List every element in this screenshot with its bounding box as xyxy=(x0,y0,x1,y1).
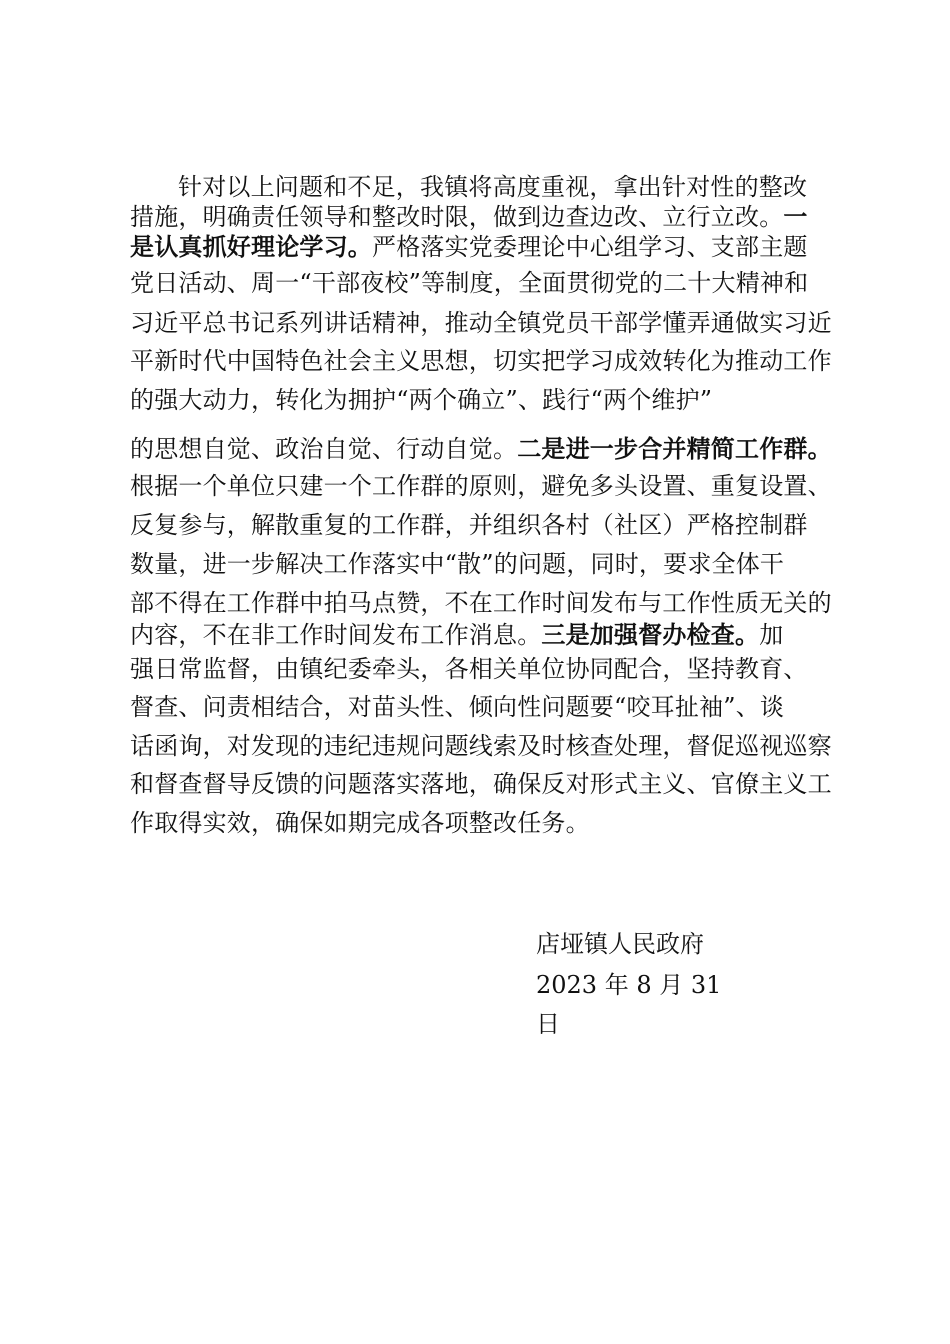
text-line xyxy=(130,232,808,262)
text-line: 作取得实效，确保如期完成各项整改任务。 xyxy=(130,809,590,837)
text-line: 平新时代中国特色社会主义思想，切实把学习成效转化为推动工作 xyxy=(130,347,832,375)
text-line xyxy=(130,434,832,464)
text-line: 部不得在工作群中拍马点赞，不在工作时间发布与工作性质无关的 xyxy=(130,589,832,617)
text-line: 和督查督导反馈的问题落实落地，确保反对形式主义、官僚主义工 xyxy=(130,770,832,798)
signature-date: 2023 年 8 月 31 xyxy=(536,971,722,999)
bold-heading-run: 三是加强督办检查。 xyxy=(541,621,760,649)
text-line: 数量，进一步解决工作落实中“散”的问题，同时，要求全体干 xyxy=(130,550,785,578)
text-line: 反复参与，解散重复的工作群，并组织各村（社区）严格控制群 xyxy=(130,511,808,539)
text-run: 措施，明确责任领导和整改时限，做到边查边改、立行立改。 xyxy=(130,203,784,231)
text-run: 的思想自觉、政治自觉、行动自觉。 xyxy=(130,435,518,463)
text-line: 强日常监督，由镇纪委牵头，各相关单位协同配合，坚持教育、 xyxy=(130,655,808,683)
text-line: 根据一个单位只建一个工作群的原则，避免多头设置、重复设置、 xyxy=(130,472,832,500)
text-run: 内容，不在非工作时间发布工作消息。 xyxy=(130,621,542,649)
text-line: 党日活动、周一“干部夜校”等制度，全面贯彻党的二十大精神和 xyxy=(130,269,809,297)
bold-heading-run: 是认真抓好理论学习。 xyxy=(130,233,372,261)
bold-heading-run: 一 xyxy=(783,203,808,231)
text-run: 严格落实党委理论中心组学习、支部主题 xyxy=(372,233,808,261)
signature-org: 店垭镇人民政府 xyxy=(536,930,704,958)
text-line xyxy=(130,620,783,650)
text-line xyxy=(130,202,808,232)
text-line: 针对以上问题和不足，我镇将高度重视，拿出针对性的整改 xyxy=(178,173,808,201)
text-run: 加 xyxy=(759,621,784,649)
text-line: 话函询，对发现的违纪违规问题线索及时核查处理，督促巡视巡察 xyxy=(130,732,832,760)
text-line: 督查、问责相结合，对苗头性、倾向性问题要“咬耳扯袖”、谈 xyxy=(130,693,785,721)
text-line: 的强大动力，转化为拥护“两个确立”、践行“两个维护” xyxy=(130,386,713,414)
bold-heading-run: 二是进一步合并精简工作群。 xyxy=(517,435,832,463)
text-line: 习近平总书记系列讲话精神，推动全镇党员干部学懂弄通做实习近 xyxy=(130,309,832,337)
signature-date-cont: 日 xyxy=(536,1010,560,1038)
